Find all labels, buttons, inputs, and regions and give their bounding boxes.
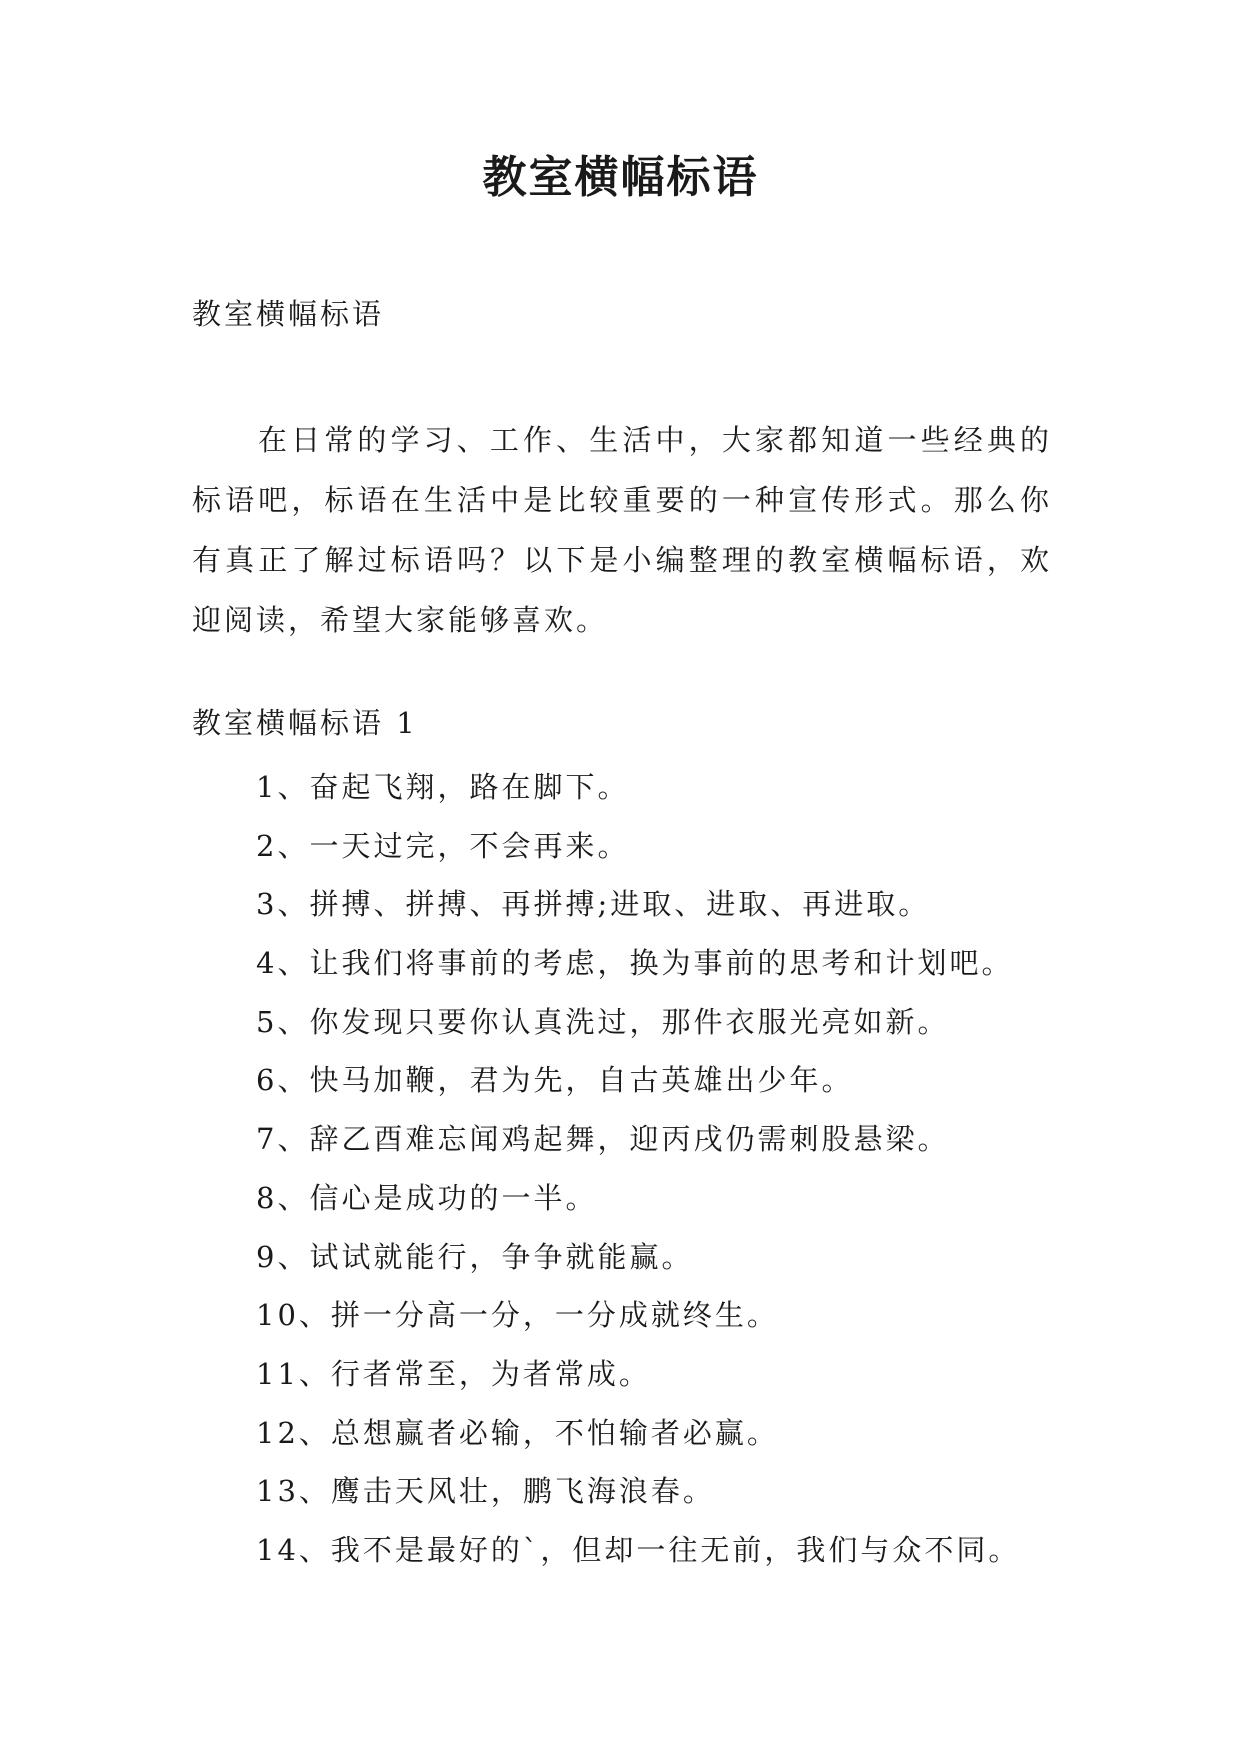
document-subtitle: 教室横幅标语 bbox=[192, 297, 385, 331]
list-item: 3、拼搏、拼搏、再拼搏;进取、进取、再进取。 bbox=[256, 887, 931, 922]
list-item: 5、你发现只要你认真洗过，那件衣服光亮如新。 bbox=[256, 1004, 950, 1039]
slogan-list bbox=[256, 758, 1096, 1580]
list-item: 11、行者常至，为者常成。 bbox=[256, 1356, 651, 1391]
list-item: 10、拼一分高一分，一分成就终生。 bbox=[256, 1298, 779, 1333]
intro-paragraph: 在日常的学习、工作、生活中，大家都知道一些经典的标语吧，标语在生活中是比较重要的一种宣传形式。那么你有真正了解过标语吗？以下是小编整理的教室横幅标语，欢迎阅读，希望大家能够喜欢。 bbox=[192, 423, 1052, 637]
list-item: 13、鹰击天风壮，鹏飞海浪春。 bbox=[256, 1474, 715, 1509]
list-item: 2、一天过完，不会再来。 bbox=[256, 828, 630, 863]
section-heading: 教室横幅标语 1 bbox=[192, 706, 418, 740]
list-item: 9、试试就能行，争争就能赢。 bbox=[256, 1239, 694, 1274]
list-item: 4、让我们将事前的考虑，换为事前的思考和计划吧。 bbox=[256, 946, 1014, 981]
document-title: 教室横幅标语 bbox=[482, 152, 759, 203]
list-item: 1、奋起飞翔，路在脚下。 bbox=[256, 770, 630, 804]
list-item: 12、总想赢者必输，不怕输者必赢。 bbox=[256, 1415, 779, 1450]
list-item: 7、辞乙酉难忘闻鸡起舞，迎丙戌仍需刺股悬梁。 bbox=[256, 1122, 950, 1157]
list-item: 8、信心是成功的一半。 bbox=[256, 1180, 598, 1215]
list-item: 6、快马加鞭，君为先，自古英雄出少年。 bbox=[256, 1063, 854, 1098]
list-item: 14、我不是最好的`，但却一往无前，我们与众不同。 bbox=[256, 1532, 1021, 1567]
